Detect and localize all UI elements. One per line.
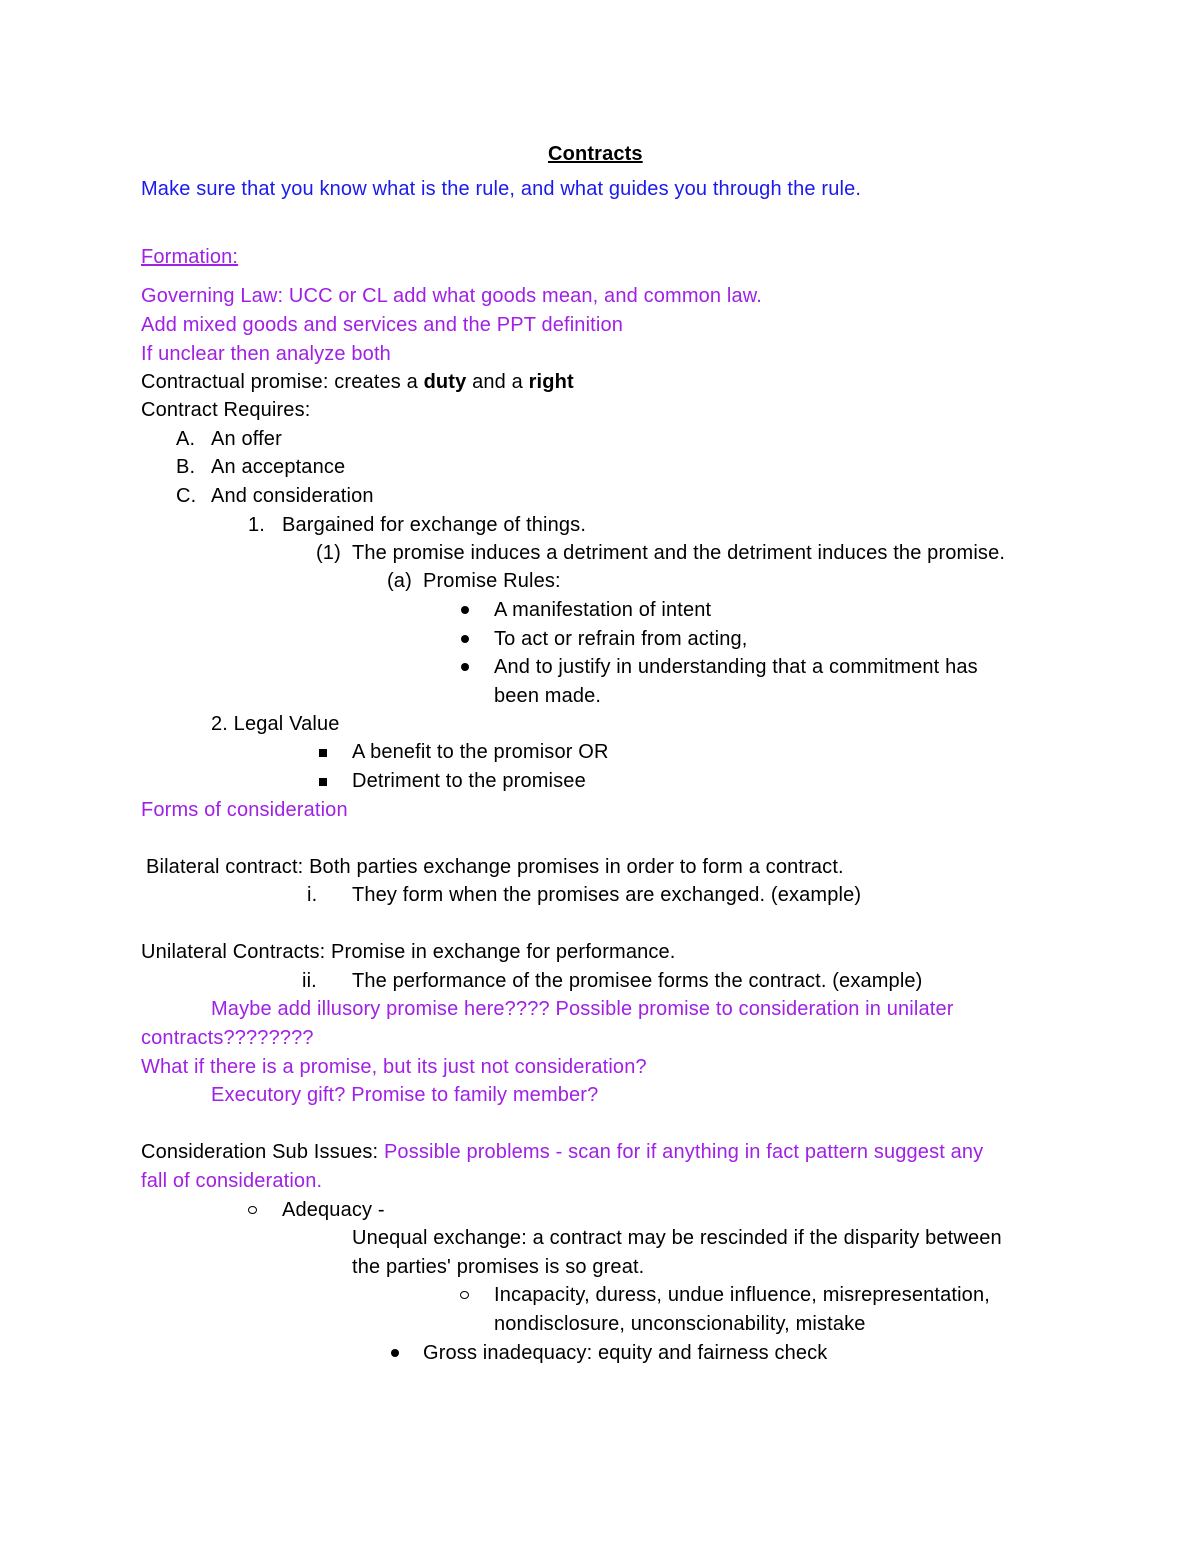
unequal-exchange-cont: the parties' promises is so great. — [352, 1256, 645, 1278]
list-item-offer: An offer — [211, 428, 282, 450]
bullet-icon — [461, 606, 469, 614]
contractual-promise-line — [141, 370, 574, 394]
list-marker: B. — [176, 456, 196, 478]
what-if-note: What if there is a promise, but its just not consideration? — [141, 1056, 647, 1078]
incapacity-list: Incapacity, duress, undue influence, misrepresentation, — [494, 1284, 990, 1306]
legal-value: 2. Legal Value — [211, 713, 340, 735]
bargained-exchange: Bargained for exchange of things. — [282, 514, 587, 536]
sub-issues-note-cont: fall of consideration. — [141, 1170, 323, 1192]
contract-requires: Contract Requires: — [141, 399, 311, 421]
bullet-icon — [461, 635, 469, 643]
promise-rules: Promise Rules: — [423, 570, 561, 592]
rule-item: A manifestation of intent — [494, 599, 712, 621]
list-item-acceptance: An acceptance — [211, 456, 346, 478]
illusory-note-cont: contracts???????? — [141, 1027, 314, 1049]
list-marker: ii. — [302, 970, 317, 992]
circle-bullet-icon — [248, 1206, 257, 1214]
intro-note: Make sure that you know what is the rule, and what guides you through the rule. — [141, 178, 862, 200]
governing-law-note: Governing Law: UCC or CL add what goods mean, and common law. — [141, 285, 762, 307]
bilateral-contract: Bilateral contract: Both parties exchange promises in order to form a contract. — [146, 856, 844, 878]
promise-right: right — [528, 371, 574, 393]
list-marker: (1) — [316, 542, 341, 564]
sub-issues-note: Possible problems - scan for if anything in fact pattern suggest any — [383, 1141, 984, 1163]
value-item: Detriment to the promisee — [352, 770, 586, 792]
unilateral-sub: The performance of the promisee forms the contract. (example) — [352, 970, 923, 992]
value-item: A benefit to the promisor OR — [352, 741, 609, 763]
list-item-consideration: And consideration — [211, 485, 374, 507]
executory-note: Executory gift? Promise to family member? — [211, 1084, 599, 1106]
promise-duty: duty — [423, 371, 467, 393]
rule-item: been made. — [494, 685, 602, 707]
unilateral-contract: Unilateral Contracts: Promise in exchange for performance. — [141, 941, 676, 963]
gross-inadequacy: Gross inadequacy: equity and fairness check — [423, 1342, 828, 1364]
sub-issues-label: Consideration Sub Issues: — [141, 1141, 384, 1163]
circle-bullet-icon — [460, 1291, 469, 1299]
list-marker: (a) — [387, 570, 412, 592]
rule-item: And to justify in understanding that a commitment has — [494, 656, 978, 678]
sub-issues-line — [141, 1140, 983, 1164]
rule-item: To act or refrain from acting, — [494, 628, 748, 650]
list-marker: i. — [307, 884, 318, 906]
adequacy: Adequacy - — [282, 1199, 385, 1221]
square-bullet-icon — [319, 778, 327, 786]
list-marker: C. — [176, 485, 197, 507]
illusory-note: Maybe add illusory promise here???? Possible promise to consideration in unilater — [211, 998, 954, 1020]
bullet-icon — [391, 1349, 399, 1357]
promise-prefix: Contractual promise: creates a — [141, 371, 424, 393]
promise-and: and a — [466, 371, 529, 393]
bullet-icon — [461, 663, 469, 671]
doc-title: Contracts — [548, 143, 643, 165]
induce-detriment: The promise induces a detriment and the detriment induces the promise. — [352, 542, 1006, 564]
incapacity-list-cont: nondisclosure, unconscionability, mistake — [494, 1313, 866, 1335]
unclear-note: If unclear then analyze both — [141, 343, 391, 365]
list-marker: 1. — [248, 514, 265, 536]
square-bullet-icon — [319, 749, 327, 757]
mixed-goods-note: Add mixed goods and services and the PPT definition — [141, 314, 624, 336]
bilateral-sub: They form when the promises are exchanged. (example) — [352, 884, 862, 906]
list-marker: A. — [176, 428, 196, 450]
forms-of-consideration: Forms of consideration — [141, 799, 348, 821]
formation-heading: Formation: — [141, 246, 239, 268]
unequal-exchange: Unequal exchange: a contract may be rescinded if the disparity between — [352, 1227, 1002, 1249]
